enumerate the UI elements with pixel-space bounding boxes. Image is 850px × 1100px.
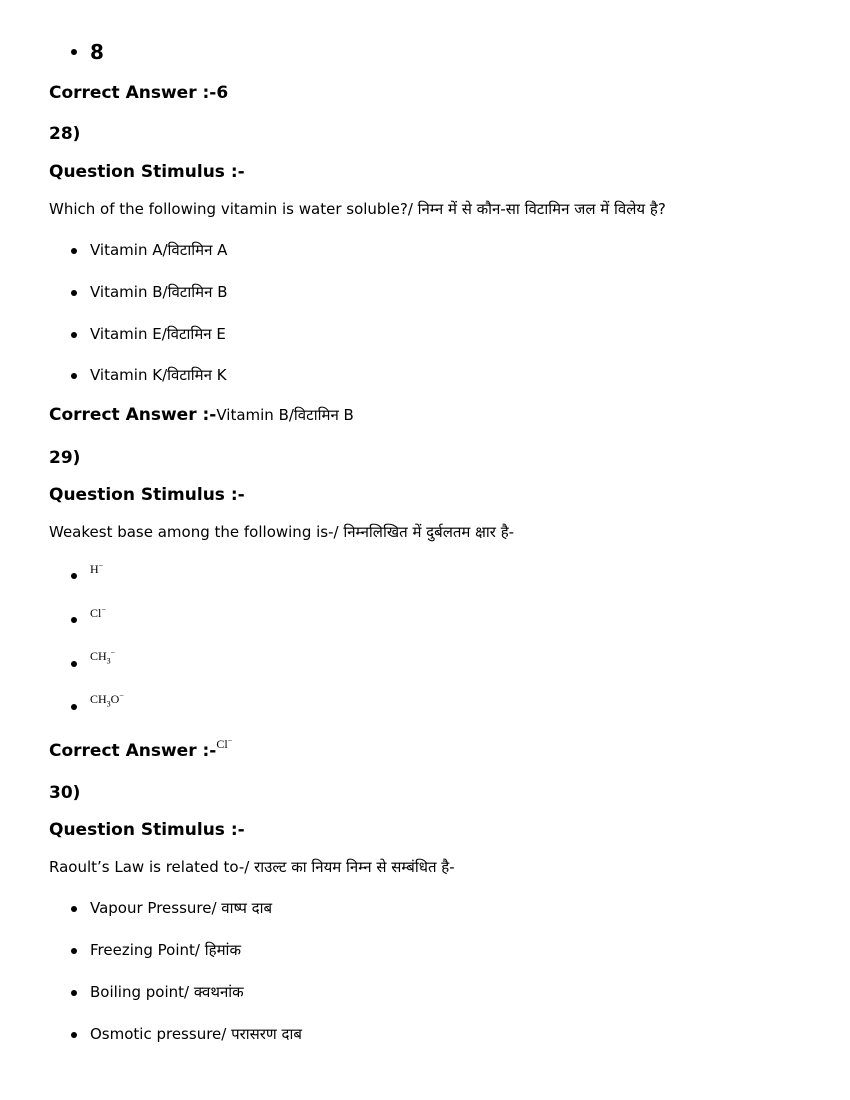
correct-answer-label: Correct Answer :- [49, 741, 217, 761]
bullet [71, 990, 77, 996]
option-text: Vitamin K/विटामिन K [90, 366, 227, 384]
question-number: 28) [49, 124, 81, 144]
option-formula-cl-minus [90, 605, 106, 621]
bullet [71, 248, 77, 254]
formula-text: H [90, 562, 99, 576]
option-formula-ch3o-minus [90, 691, 124, 708]
formula-subscript: 3 [106, 699, 111, 709]
bullet [71, 617, 77, 623]
correct-answer-q27 [49, 83, 228, 103]
formula-charge: − [227, 736, 233, 745]
option-formula-h-minus [90, 561, 103, 577]
formula-charge: − [98, 561, 104, 570]
question-stimulus-label: Question Stimulus :- [49, 820, 245, 840]
bullet [71, 704, 77, 710]
question-number: 29) [49, 448, 81, 468]
option-text: Vapour Pressure/ वाष्प दाब [90, 899, 273, 917]
bullet [71, 573, 77, 579]
option-text: Freezing Point/ हिमांक [90, 941, 241, 959]
correct-answer-label: Correct Answer :- [49, 83, 217, 103]
question-text: Raoult’s Law is related to-/ राउल्ट का नियम निम्न से सम्बंधित है- [49, 858, 455, 876]
formula-text: Cl [216, 737, 228, 751]
formula-charge: − [101, 605, 106, 614]
bullet [71, 49, 77, 55]
option-q27-last: 8 [90, 40, 104, 64]
bullet [71, 373, 77, 379]
bullet [71, 290, 77, 296]
question-stimulus-label: Question Stimulus :- [49, 485, 245, 505]
bullet [71, 948, 77, 954]
option-text: Osmotic pressure/ परासरण दाब [90, 1025, 302, 1043]
correct-answer-q29 [49, 736, 233, 761]
formula-charge: − [110, 648, 116, 657]
correct-answer-q28 [49, 405, 354, 425]
bullet [71, 332, 77, 338]
correct-answer-label: Correct Answer :- [49, 405, 217, 425]
bullet [71, 661, 77, 667]
question-number: 30) [49, 783, 81, 803]
formula-tail: O [110, 692, 120, 706]
bullet [71, 906, 77, 912]
bullet [71, 1032, 77, 1038]
formula-charge: − [119, 691, 124, 700]
option-formula-ch3-minus [90, 648, 115, 665]
correct-answer-value: Vitamin B/विटामिन B [216, 406, 354, 424]
option-text: Vitamin B/विटामिन B [90, 283, 228, 301]
correct-answer-formula [216, 737, 232, 751]
correct-answer-value: 6 [216, 83, 229, 103]
formula-subscript: 3 [106, 656, 111, 666]
formula-text: Cl [90, 606, 102, 620]
formula-text: CH [90, 649, 107, 663]
question-text: Which of the following vitamin is water soluble?/ निम्न में से कौन-सा विटामिन जल में विलेय है? [49, 200, 666, 218]
formula-text: CH [90, 692, 107, 706]
option-text: Boiling point/ क्वथनांक [90, 983, 244, 1001]
option-text: Vitamin A/विटामिन A [90, 241, 228, 259]
question-text: Weakest base among the following is-/ निम्नलिखित में दुर्बलतम क्षार है- [49, 523, 515, 541]
option-text: Vitamin E/विटामिन E [90, 325, 226, 343]
question-stimulus-label: Question Stimulus :- [49, 162, 245, 182]
